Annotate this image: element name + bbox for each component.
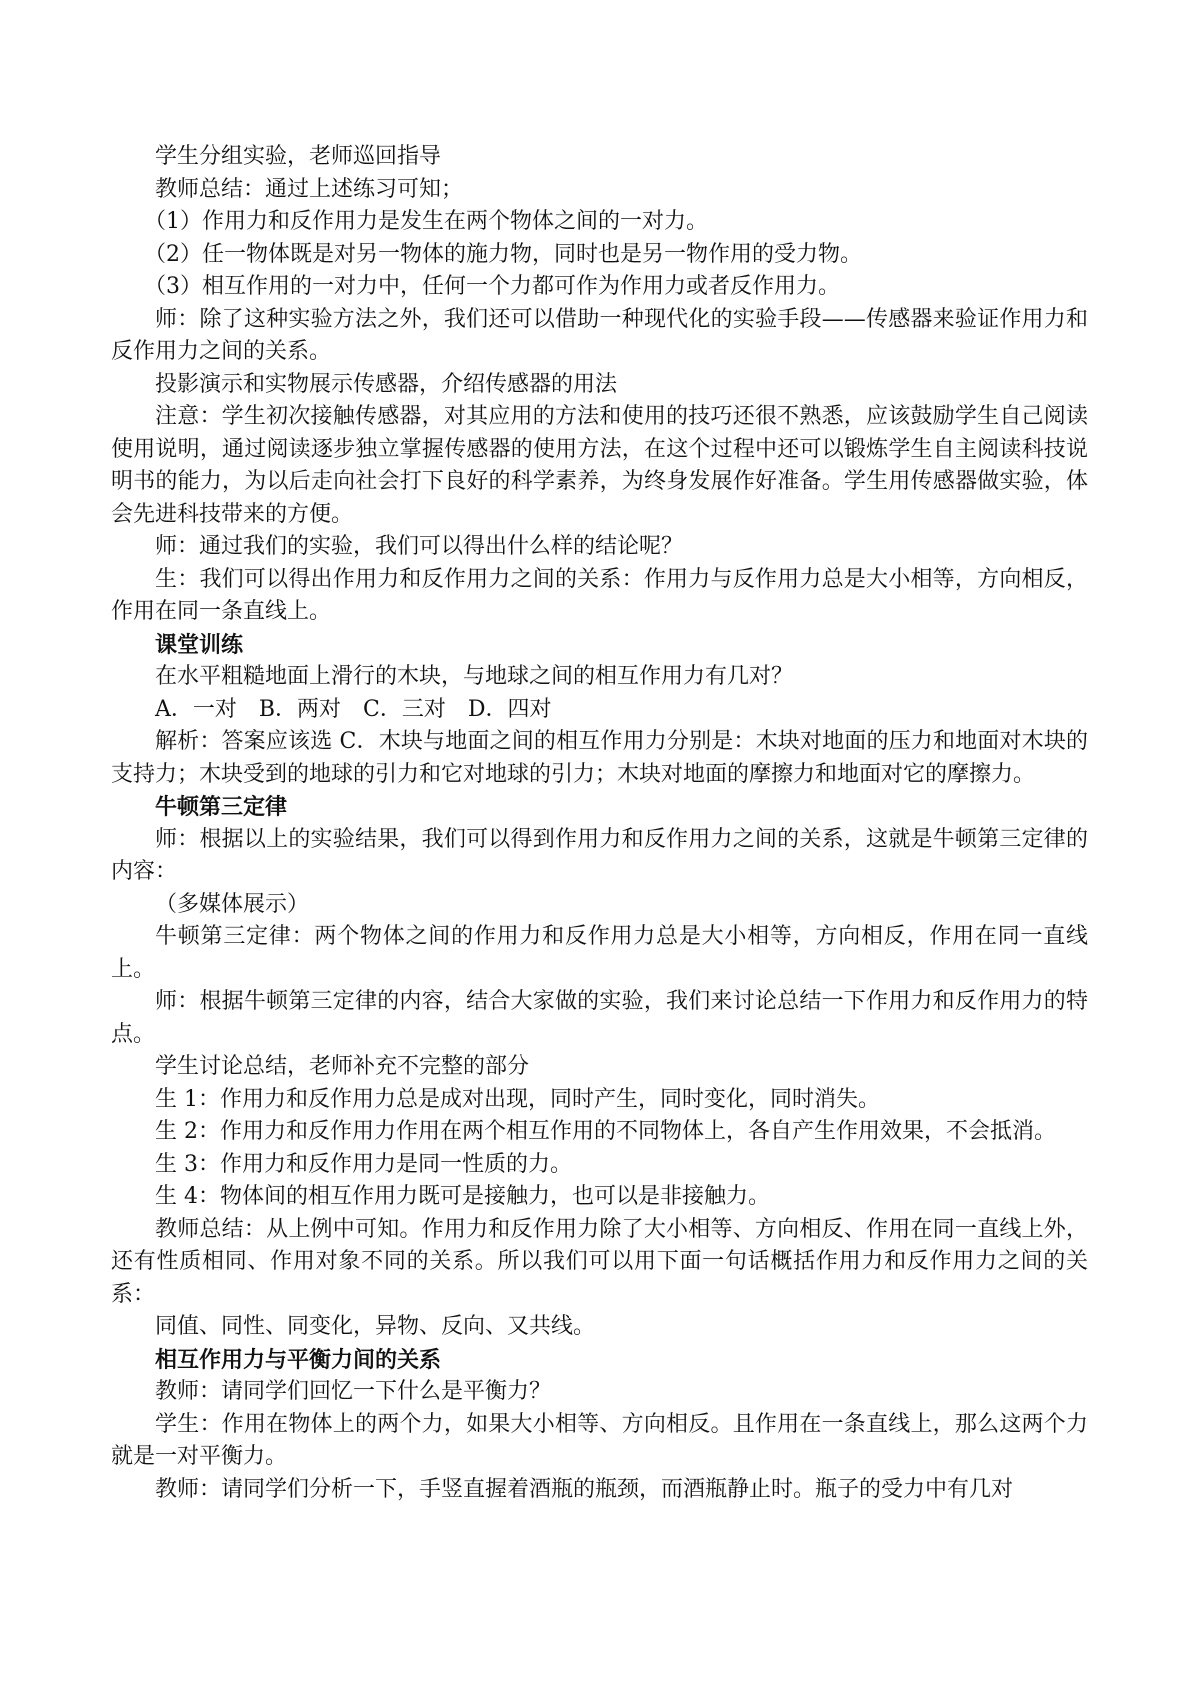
paragraph-summary-phrase: 同值、同性、同变化，异物、反向、又共线。 — [155, 1314, 596, 1339]
paragraph-exercise-options: A．一对 B．两对 C．三对 D．四对 — [155, 696, 552, 722]
paragraph-student-balance-answer: 学生：作用在物体上的两个力，如果大小相等、方向相反。且作用在一条直线上，那么这两个力就是一对平衡力。 — [111, 1411, 1088, 1469]
paragraph-projection-demo: 投影演示和实物展示传感器，介绍传感器的用法 — [155, 371, 618, 397]
document-body — [111, 141, 1088, 1506]
paragraph-note: 注意：学生初次接触传感器，对其应用的方法和使用的技巧还很不熟悉，应该鼓励学生自己阅读使用说明，通过阅读逐步独立掌握传感器的使用方法，在这个过程中还可以锻炼学生自主阅读科技说明书的能力，为以后走向社会打下良好的科学素养，为终身发展作好准备。学生用传感器做实验，体会先进科技带来的方便。 — [111, 404, 1088, 527]
paragraph-teacher-question: 师：通过我们的实验，我们可以得出什么样的结论呢？ — [155, 534, 684, 559]
paragraph-law-statement: 牛顿第三定律：两个物体之间的作用力和反作用力总是大小相等，方向相反，作用在同一直线上。 — [111, 924, 1088, 982]
section-heading-classroom-training: 课堂训练 — [155, 631, 244, 658]
paragraph-teacher-law-intro: 师：根据以上的实验结果，我们可以得到作用力和反作用力之间的关系，这就是牛顿第三定律的内容： — [111, 826, 1088, 884]
section-heading-newton-third-law: 牛顿第三定律 — [155, 794, 288, 820]
paragraph-teacher-discussion: 师：根据牛顿第三定律的内容，结合大家做的实验，我们来讨论总结一下作用力和反作用力的特点。 — [111, 989, 1088, 1047]
paragraph-teacher-summary-1: 教师总结：通过上述练习可知； — [155, 176, 464, 202]
paragraph-multimedia: （多媒体展示） — [155, 891, 310, 917]
paragraph-student-2: 生 2：作用力和反作用力作用在两个相互作用的不同物体上，各自产生作用效果，不会抵消。 — [155, 1119, 1056, 1144]
paragraph-student-3: 生 3：作用力和反作用力是同一性质的力。 — [155, 1151, 572, 1177]
list-item-1: （1）作用力和反作用力是发生在两个物体之间的一对力。 — [144, 209, 708, 234]
list-item-2: （2）任一物体既是对另一物体的施力物，同时也是另一物作用的受力物。 — [144, 241, 862, 267]
paragraph-sensor-intro: 师：除了这种实验方法之外，我们还可以借助一种现代化的实验手段——传感器来验证作用力和反作用力之间的关系。 — [111, 306, 1088, 364]
list-item-3: （3）相互作用的一对力中，任何一个力都可作为作用力或者反作用力。 — [144, 274, 840, 299]
paragraph-student-discussion: 学生讨论总结，老师补充不完整的部分 — [155, 1054, 530, 1079]
paragraph-teacher-balance-question: 教师：请同学们回忆一下什么是平衡力？ — [155, 1379, 552, 1404]
paragraph-teacher-summary-2: 教师总结：从上例中可知。作用力和反作用力除了大小相等、方向相反、作用在同一直线上外，还有性质相同、作用对象不同的关系。所以我们可以用下面一句话概括作用力和反作用力之间的关系： — [111, 1216, 1088, 1307]
paragraph-student-1: 生 1：作用力和反作用力总是成对出现，同时产生，同时变化，同时消失。 — [155, 1086, 880, 1112]
paragraph-group-experiment: 学生分组实验，老师巡回指导 — [155, 144, 442, 169]
paragraph-student-conclusion: 生：我们可以得出作用力和反作用力之间的关系：作用力与反作用力总是大小相等，方向相反，作用在同一条直线上。 — [111, 566, 1088, 624]
paragraph-exercise-question: 在水平粗糙地面上滑行的木块，与地球之间的相互作用力有几对？ — [155, 664, 794, 689]
section-heading-interaction-vs-balance: 相互作用力与平衡力间的关系 — [155, 1346, 442, 1373]
paragraph-teacher-bottle-question: 教师：请同学们分析一下，手竖直握着酒瓶的瓶颈，而酒瓶静止时。瓶子的受力中有几对 — [155, 1476, 1014, 1502]
paragraph-exercise-analysis: 解析：答案应该选 C．木块与地面之间的相互作用力分别是：木块对地面的压力和地面对木块的支持力；木块受到的地球的引力和它对地球的引力；木块对地面的摩擦力和地面对它的摩擦力。 — [111, 729, 1088, 787]
paragraph-student-4: 生 4：物体间的相互作用力既可是接触力，也可以是非接触力。 — [155, 1184, 770, 1209]
